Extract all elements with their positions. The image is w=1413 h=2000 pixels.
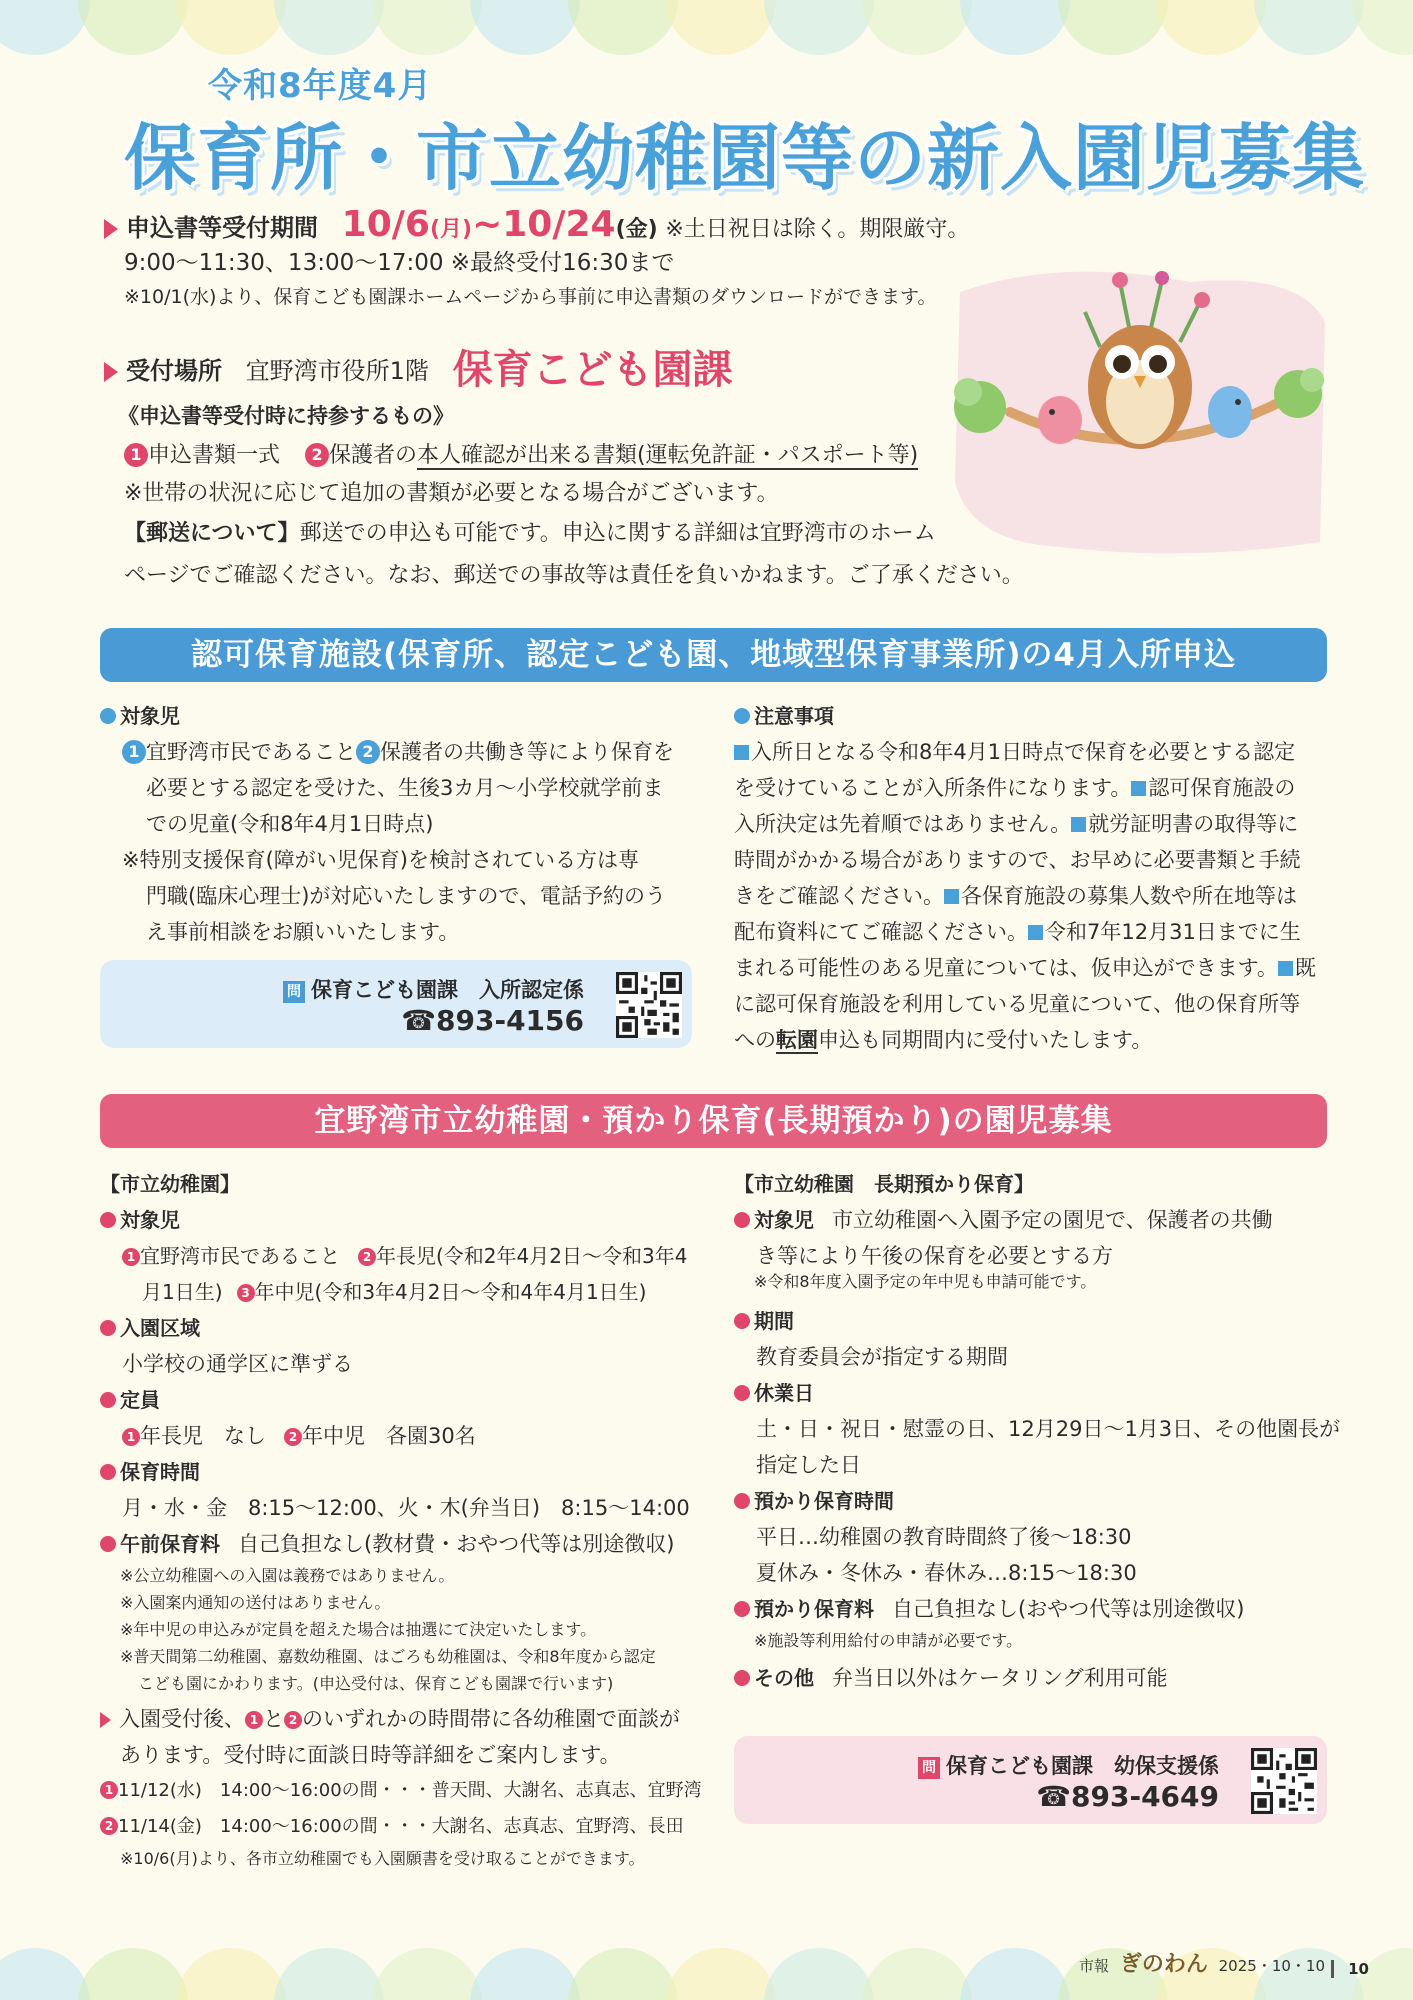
period-end: 10/24 [502, 204, 616, 245]
decorative-dot [274, 1948, 384, 2000]
kg-target-3: 年中児(令和3年4月2日～令和4年4月1日生) [254, 1280, 647, 1304]
kg-area-text: 小学校の通学区に準ずる [122, 1352, 353, 1376]
mail-text-1: 郵送での申込も可能です。申込に関する詳細は宜野湾市のホーム [299, 521, 936, 546]
period-start: 10/6 [341, 204, 430, 245]
reception-row [104, 338, 733, 395]
decorative-dot [764, 1948, 874, 2000]
bullet-icon [734, 1385, 750, 1401]
download-note: ※10/1(水)より、保育こども園課ホームページから事前に申込書類のダウンロードができます。 [124, 286, 937, 308]
transfer-underlined: 転園 [776, 1028, 818, 1052]
kindergarten-right-column [734, 1166, 1340, 1696]
nursery-target-1: 宜野湾市民であること [146, 740, 356, 764]
special-support-l3: え事前相談をお願いいたします。 [146, 920, 460, 944]
note-line-6: 時間がかかる場合がありますので、お早めに必要書類と手続 [734, 848, 1301, 872]
square-bullet-icon [734, 745, 749, 760]
note-line-10: 令和7年12月31日までに生 [1045, 920, 1301, 944]
period-tilde: ~ [472, 204, 503, 245]
bullet-icon [734, 1601, 750, 1617]
nursery-section-banner: 認可保育施設(保育所、認定こども園、地域型保育事業所)の4月入所申込 [100, 628, 1327, 682]
interview-slot-1: 11/12(水) 14:00～16:00の間・・・普天間、大謝名、志真志、宜野湾 [118, 1780, 702, 1801]
number-2-icon: 2 [284, 1428, 302, 1446]
care-other-text: 弁当日以外はケータリング利用可能 [832, 1666, 1168, 1690]
period-end-day: (金) [615, 217, 658, 242]
kg-fee-heading: 午前保育料 [120, 1532, 220, 1556]
interview-l1-a: 入園受付後、 [119, 1707, 245, 1731]
title-year-line: 令和8年度4月 [208, 66, 433, 106]
kg-capacity-2: 年中児 各園30名 [302, 1424, 476, 1448]
care-holiday-heading: 休業日 [754, 1381, 814, 1405]
bullet-icon [100, 1392, 116, 1408]
decorative-dot [176, 0, 286, 55]
nursery-target-2-l2: 必要とする認定を受けた、生後3カ月～小学校就学前ま [146, 776, 664, 800]
decorative-dot [960, 1948, 1070, 2000]
square-bullet-icon [944, 889, 959, 904]
care-target-l2: き等により午後の保育を必要とする方 [756, 1244, 1113, 1268]
kg-capacity-heading: 定員 [120, 1388, 160, 1412]
kg-hours-heading: 保育時間 [120, 1460, 200, 1484]
bullet-icon [100, 1212, 116, 1228]
care-period-heading: 期間 [754, 1309, 794, 1333]
decorative-dot [862, 1948, 972, 2000]
special-support-l2: 門職(臨床心理士)が対応いたしますので、電話予約のう [146, 884, 666, 908]
care-hours-l2: 夏休み・冬休み・春休み…8:15～18:30 [756, 1561, 1137, 1585]
square-bullet-icon [1131, 781, 1146, 796]
qr-code-icon[interactable] [1251, 1748, 1317, 1814]
bullet-icon [100, 1464, 116, 1480]
mail-line-2: ページでご確認ください。なお、郵送での事故等は責任を負いかねます。ご了承ください。 [124, 563, 1024, 588]
decorative-dot [1058, 0, 1168, 55]
kg-target-heading: 対象児 [120, 1208, 180, 1232]
number-1-icon: 1 [122, 740, 146, 764]
kg-note-3: ※年中児の申込みが定員を超えた場合は抽選にて決定いたします。 [120, 1620, 597, 1639]
nursery-contact-dept: 保育こども園課 入所認定係 [311, 978, 584, 1002]
kg-hours-text: 月・水・金 8:15～12:00、火・木(弁当日) 8:15～14:00 [122, 1496, 690, 1520]
decorative-dot [666, 1948, 776, 2000]
note-line-8: 各保育施設の募集人数や所在地等は [961, 884, 1297, 908]
care-hours-heading: 預かり保育時間 [754, 1489, 894, 1513]
decorative-dot [960, 0, 1070, 55]
square-bullet-icon [1028, 925, 1043, 940]
bullet-icon [734, 1212, 750, 1228]
care-fee-note: ※施設等利用給付の申請が必要です。 [754, 1631, 1023, 1650]
nursery-contact-box [100, 960, 692, 1048]
decorative-dot [666, 0, 776, 55]
nursery-target-heading: 対象児 [120, 704, 180, 728]
note-line-4: 入所決定は先着順ではありません。 [734, 812, 1072, 836]
reception-hours: 9:00～11:30、13:00～17:00 ※最終受付16:30まで [124, 250, 675, 276]
decorative-dot [568, 1948, 678, 2000]
bullet-icon [734, 708, 750, 724]
nursery-target-2-l1: 保護者の共働き等により保育を [380, 740, 674, 764]
decorative-dot [1254, 0, 1364, 55]
care-other-heading: その他 [754, 1666, 814, 1690]
nursery-target-2-l3: での児童(令和8年4月1日時点) [146, 812, 434, 836]
kg-fee-text: 自己負担なし(教材費・おやつ代等は別途徴収) [238, 1532, 675, 1556]
decorative-dot [470, 1948, 580, 2000]
kg-capacity-1: 年長児 なし [140, 1424, 266, 1448]
inquiry-icon: 問 [918, 1757, 940, 1779]
period-label: 申込書等受付期間 [126, 214, 318, 242]
bullet-icon [100, 708, 116, 724]
number-1-icon: 1 [245, 1711, 263, 1729]
decorative-dot [372, 0, 482, 55]
kg-note-5: こども園にかわります。(申込受付は、保育こども園課で行います) [138, 1674, 614, 1693]
note-line-12: 既 [1294, 956, 1316, 980]
number-3-icon: 3 [237, 1284, 255, 1302]
triangle-bullet-icon [104, 219, 118, 239]
owl-bird-illustration [940, 262, 1330, 562]
decorative-dot [470, 0, 580, 55]
bring-item-2-underlined: 本人確認が出来る書類(運転免許証・パスポート等) [417, 443, 919, 468]
note-line-11: まれる可能性のある児童については、仮申込ができます。 [734, 956, 1278, 980]
bring-item-1: 申込書類一式 [148, 443, 281, 468]
application-period-row [104, 204, 969, 245]
care-target-l1: 市立幼稚園へ入園予定の園児で、保護者の共働 [832, 1208, 1273, 1232]
number-2-icon: 2 [100, 1817, 118, 1835]
reception-dept: 保育こども園課 [452, 347, 733, 393]
number-1-icon: 1 [124, 443, 148, 467]
footer-date: 2025・10・10 [1218, 1957, 1325, 1975]
kg-note-1: ※公立幼稚園への入園は義務ではありません。 [120, 1566, 455, 1585]
kg-target-2-cont: 月1日生) [142, 1280, 223, 1304]
top-dot-border [0, 0, 1413, 60]
triangle-bullet-icon [100, 1712, 111, 1728]
period-note: ※土日祝日は除く。期限厳守。 [665, 217, 970, 242]
note-line-3: 認可保育施設の [1148, 776, 1296, 800]
bring-item-2-prefix: 保護者の [329, 443, 418, 468]
kg-note-2: ※入園案内通知の送付はありません。 [120, 1593, 391, 1612]
decorative-dot [78, 0, 188, 55]
decorative-dot [274, 0, 384, 55]
number-2-icon: 2 [284, 1711, 302, 1729]
kindergarten-contact-box [734, 1736, 1327, 1824]
extra-docs-note: ※世帯の状況に応じて追加の書類が必要となる場合がございます。 [124, 481, 779, 506]
number-2-icon: 2 [356, 740, 380, 764]
period-start-day: (月) [429, 217, 473, 242]
note-line-7: きをご確認ください。 [734, 884, 944, 908]
reception-label: 受付場所 [126, 357, 222, 385]
interview-l1-b: と [263, 1707, 284, 1731]
note-line-14: への [734, 1028, 776, 1052]
footer-publication-label: 市報 [1079, 1957, 1110, 1975]
square-bullet-icon [1278, 961, 1293, 976]
mail-line-1 [124, 516, 936, 547]
number-1-icon: 1 [122, 1248, 140, 1266]
note-line-5: 就労証明書の取得等に [1088, 812, 1299, 836]
bullet-icon [100, 1320, 116, 1336]
care-holiday-l2: 指定した日 [756, 1453, 861, 1477]
kg-form-note: ※10/6(月)より、各市立幼稚園でも入園願書を受け取ることができます。 [120, 1849, 645, 1868]
square-bullet-icon [1071, 817, 1086, 832]
note-line-15: 申込も同期間内に受付いたします。 [818, 1028, 1153, 1052]
care-fee-heading: 預かり保育料 [754, 1597, 874, 1621]
interview-slot-2: 11/14(金) 14:00～16:00の間・・・大謝名、志真志、宜野湾、長田 [118, 1816, 684, 1837]
bring-items [124, 438, 918, 469]
bring-heading: 《申込書等受付時に持参するもの》 [118, 404, 454, 428]
interview-l1-c: のいずれかの時間帯に各幼稚園で面談が [302, 1707, 680, 1731]
kg-area-heading: 入園区域 [120, 1316, 200, 1340]
care-section-title: 【市立幼稚園 長期預かり保育】 [734, 1172, 1034, 1196]
bullet-icon [100, 1536, 116, 1552]
decorative-dot [0, 0, 90, 55]
number-1-icon: 1 [100, 1781, 118, 1799]
kg-target-1: 宜野湾市民であること [140, 1244, 340, 1268]
decorative-dot [1352, 0, 1413, 55]
interview-l2: あります。受付時に面談日時等詳細をご案内します。 [120, 1743, 621, 1767]
mail-label: 【郵送について】 [124, 521, 300, 546]
decorative-dot [372, 1948, 482, 2000]
nursery-contact-phone[interactable]: ☎893-4156 [401, 1004, 584, 1037]
reception-place: 宜野湾市役所1階 [245, 357, 429, 385]
note-line-13: に認可保育施設を利用している児童について、他の保育所等 [734, 992, 1301, 1016]
bullet-icon [734, 1313, 750, 1329]
special-support-l1: ※特別支援保育(障がい児保育)を検討されている方は専 [122, 848, 639, 872]
note-line-2: を受けていることが入所条件になります。 [734, 776, 1132, 800]
number-2-icon: 2 [305, 443, 329, 467]
note-line-9: 配布資料にてご確認ください。 [734, 920, 1028, 944]
kindergarten-left-column [100, 1166, 702, 1872]
decorative-dot [1156, 0, 1266, 55]
decorative-dot [78, 1948, 188, 2000]
decorative-dot [862, 0, 972, 55]
bullet-icon [734, 1670, 750, 1686]
care-fee-text: 自己負担なし(おやつ代等は別途徴収) [892, 1597, 1245, 1621]
footer-logo: ぎのわん [1119, 1952, 1208, 1977]
kg-contact-dept: 保育こども園課 幼保支援係 [946, 1754, 1219, 1778]
number-1-icon: 1 [122, 1428, 140, 1446]
kindergarten-section-banner: 宜野湾市立幼稚園・預かり保育(長期預かり)の園児募集 [100, 1094, 1327, 1148]
nursery-notes-heading: 注意事項 [754, 704, 834, 728]
nursery-target-column [100, 698, 674, 950]
decorative-dot [764, 0, 874, 55]
kg-target-2: 年長児(令和2年4月2日～令和3年4 [376, 1244, 688, 1268]
decorative-dot [176, 1948, 286, 2000]
care-period-text: 教育委員会が指定する期間 [756, 1345, 1008, 1369]
kg-note-4: ※普天間第二幼稚園、嘉数幼稚園、はごろも幼稚園は、令和8年度から認定 [120, 1647, 656, 1666]
decorative-dot [0, 1948, 90, 2000]
inquiry-icon: 問 [283, 981, 305, 1003]
number-2-icon: 2 [358, 1248, 376, 1266]
note-line-1: 入所日となる令和8年4月1日時点で保育を必要とする認定 [751, 740, 1296, 764]
triangle-bullet-icon [104, 362, 118, 382]
care-target-note: ※令和8年度入園予定の年中児も申請可能です。 [754, 1272, 1097, 1291]
footer-publication [1079, 1947, 1325, 1978]
kg-section-title: 【市立幼稚園】 [100, 1172, 240, 1196]
kg-contact-phone[interactable]: ☎893-4649 [1036, 1780, 1219, 1813]
nursery-notes-column [734, 698, 1316, 1058]
page-title: 保育所・市立幼稚園等の新入園児募集 [124, 116, 1366, 200]
care-holiday-l1: 土・日・祝日・慰霊の日、12月29日～1月3日、その他園長が [756, 1417, 1341, 1441]
care-target-heading: 対象児 [754, 1208, 814, 1232]
decorative-dot [568, 0, 678, 55]
qr-code-icon[interactable] [616, 972, 682, 1038]
bullet-icon [734, 1493, 750, 1509]
care-hours-l1: 平日…幼稚園の教育時間終了後～18:30 [756, 1525, 1132, 1549]
page-number: 10 [1331, 1960, 1369, 1978]
